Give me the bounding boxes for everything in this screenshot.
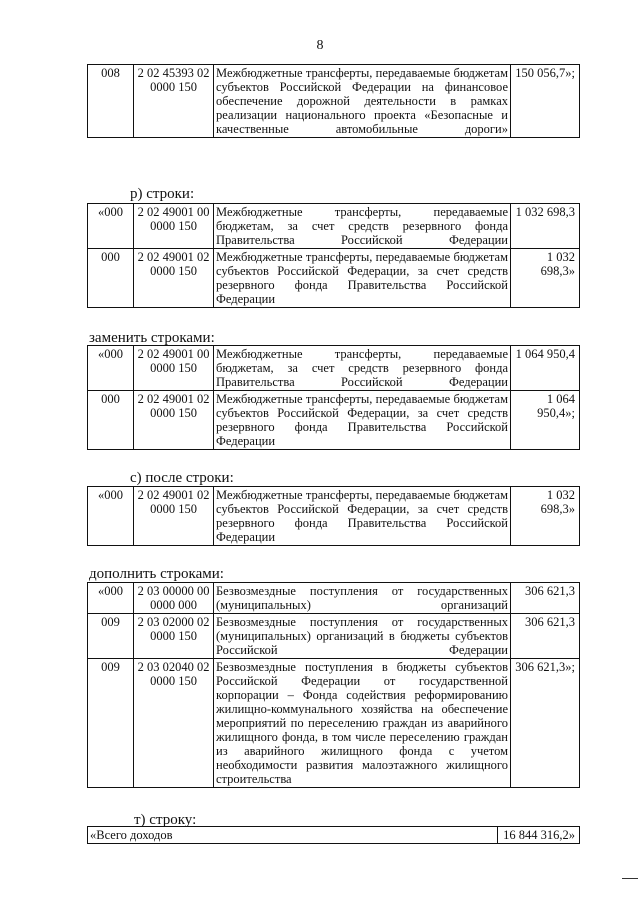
amount-cell: 306 621,3 (511, 583, 580, 614)
code-cell: 008 (88, 65, 134, 138)
description-cell: Безвозмездные поступления от государственных (муниципальных) организаций (214, 583, 511, 614)
code-cell: «000 (88, 204, 134, 249)
table-add (87, 582, 580, 788)
code-cell: «000 (88, 487, 134, 546)
description-cell: Межбюджетные трансферты, передаваемые бюджетам, за счет средств резервного фонда Правительства Российской Федерации (214, 346, 511, 391)
total-label-cell: «Всего доходов (88, 827, 498, 844)
kbk-cell: 2 02 49001 00 0000 150 (134, 346, 214, 391)
amount-cell: 1 032 698,3» (511, 249, 580, 308)
amount-cell: 1 064 950,4 (511, 346, 580, 391)
table-top (87, 64, 580, 138)
edge-mark (622, 878, 638, 879)
description-cell: Межбюджетные трансферты, передаваемые бюджетам субъектов Российской Федерации на финансовое обеспечение дорожной деятельности в рамках реализации национального проекта «Безопасные и качественные автомобильные дороги» (214, 65, 511, 138)
section-label-add: дополнить строками: (89, 566, 224, 582)
amount-cell: 150 056,7»; (511, 65, 580, 138)
description-cell: Межбюджетные трансферты, передаваемые бюджетам субъектов Российской Федерации, за счет средств резервного фонда Правительства Российской Федерации (214, 487, 511, 546)
table-row (88, 614, 580, 659)
table-row (88, 346, 580, 391)
page-number: 8 (316, 38, 324, 53)
description-cell: Межбюджетные трансферты, передаваемые бюджетам, за счет средств резервного фонда Правительства Российской Федерации (214, 204, 511, 249)
code-cell: 000 (88, 391, 134, 450)
table-row (88, 204, 580, 249)
code-cell: «000 (88, 583, 134, 614)
amount-cell: 1 064 950,4»; (511, 391, 580, 450)
table-row (88, 583, 580, 614)
code-cell: 009 (88, 659, 134, 788)
kbk-cell: 2 03 02040 02 0000 150 (134, 659, 214, 788)
section-label-replace: заменить строками: (89, 330, 215, 346)
table-row (88, 65, 580, 138)
total-amount-cell: 16 844 316,2» (498, 827, 580, 844)
kbk-cell: 2 02 49001 02 0000 150 (134, 391, 214, 450)
section-label-r: р) строки: (130, 186, 195, 202)
table-row (88, 487, 580, 546)
description-cell: Безвозмездные поступления от государственных (муниципальных) организаций в бюджеты субъектов Российской Федерации (214, 614, 511, 659)
table-t (87, 826, 580, 844)
table-row (88, 391, 580, 450)
amount-cell: 306 621,3 (511, 614, 580, 659)
table-s (87, 486, 580, 546)
table-row (88, 827, 580, 844)
description-cell: Безвозмездные поступления в бюджеты субъектов Российской Федерации от государственной корпорации – Фонда содействия реформированию жилищно-коммунального хозяйства на обеспечение мероприятий по переселению граждан из аварийного жилищного фонда, в том числе переселению граждан из аварийного жилищного фонда с учетом необходимости развития малоэтажного жилищного строительства (214, 659, 511, 788)
table-replace (87, 345, 580, 450)
table-r (87, 203, 580, 308)
kbk-cell: 2 03 00000 00 0000 000 (134, 583, 214, 614)
kbk-cell: 2 02 45393 02 0000 150 (134, 65, 214, 138)
code-cell: «000 (88, 346, 134, 391)
table-row (88, 659, 580, 788)
kbk-cell: 2 02 49001 02 0000 150 (134, 487, 214, 546)
section-label-t: т) строку: (134, 812, 197, 828)
kbk-cell: 2 03 02000 02 0000 150 (134, 614, 214, 659)
kbk-cell: 2 02 49001 02 0000 150 (134, 249, 214, 308)
table-row (88, 249, 580, 308)
amount-cell: 306 621,3»; (511, 659, 580, 788)
code-cell: 009 (88, 614, 134, 659)
code-cell: 000 (88, 249, 134, 308)
section-label-s: с) после строки: (130, 470, 234, 486)
description-cell: Межбюджетные трансферты, передаваемые бюджетам субъектов Российской Федерации, за счет средств резервного фонда Правительства Российской Федерации (214, 391, 511, 450)
kbk-cell: 2 02 49001 00 0000 150 (134, 204, 214, 249)
description-cell: Межбюджетные трансферты, передаваемые бюджетам субъектов Российской Федерации, за счет средств резервного фонда Правительства Российской Федерации (214, 249, 511, 308)
amount-cell: 1 032 698,3 (511, 204, 580, 249)
amount-cell: 1 032 698,3» (511, 487, 580, 546)
